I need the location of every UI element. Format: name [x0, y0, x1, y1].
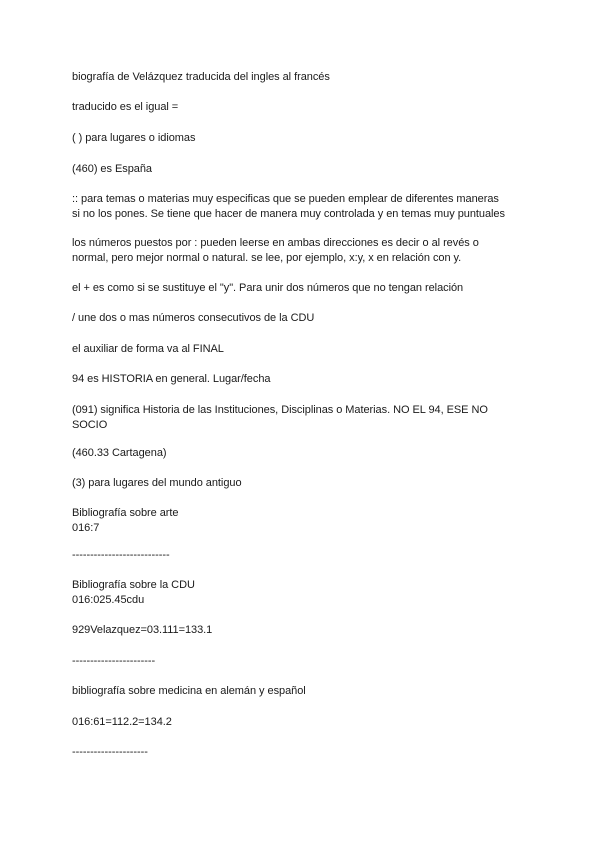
- text-line: (091) significa Historia de las Instituciones, Disciplinas o Materias. NO EL 94, ESE NO: [72, 404, 488, 416]
- separator-line: [72, 654, 542, 669]
- text-line: ---------------------------: [72, 549, 170, 561]
- paragraph-barra: [72, 311, 542, 326]
- text-line: (460) es España: [72, 163, 152, 175]
- paragraph-doble-dos-puntos: [72, 192, 542, 222]
- separator-line: [72, 745, 542, 760]
- paragraph-signo-mas: [72, 281, 542, 296]
- paragraph-091: [72, 403, 542, 433]
- paragraph-velazquez-code: [72, 623, 542, 638]
- paragraph-mundo-antiguo: [72, 476, 542, 491]
- text-line: normal, pero mejor normal o natural. se lee, por ejemplo, x:y, x en relación con y.: [72, 252, 462, 264]
- text-line: el auxiliar de forma va al FINAL: [72, 343, 224, 355]
- paragraph-bibliografia-arte: [72, 506, 542, 536]
- paragraph-medicina-code: [72, 715, 542, 730]
- paragraph-historia: [72, 372, 542, 387]
- text-line: Bibliografía sobre la CDU: [72, 579, 195, 591]
- text-line: SOCIO: [72, 419, 108, 431]
- text-line: 94 es HISTORIA en general. Lugar/fecha: [72, 373, 271, 385]
- text-line: bibliografía sobre medicina en alemán y español: [72, 685, 306, 697]
- paragraph-traducido: [72, 100, 542, 115]
- paragraph-bibliografia-medicina: [72, 684, 542, 699]
- text-line: 016:025.45cdu: [72, 594, 145, 606]
- text-line: :: para temas o materias muy especificas que se pueden emplear de diferentes maneras: [72, 193, 499, 205]
- text-line: (460.33 Cartagena): [72, 447, 167, 459]
- text-line: los números puestos por : pueden leerse en ambas direcciones es decir o al revés o: [72, 237, 479, 249]
- text-line: -----------------------: [72, 655, 156, 667]
- paragraph-auxiliar-forma: [72, 342, 542, 357]
- text-line: si no los pones. Se tiene que hacer de manera muy controlada y en temas muy puntuales: [72, 208, 505, 220]
- text-line: traducido es el igual =: [72, 101, 179, 113]
- text-line: 929Velazquez=03.111=133.1: [72, 624, 213, 636]
- text-line: biografía de Velázquez traducida del ingles al francés: [72, 71, 330, 83]
- text-line: 016:7: [72, 522, 100, 534]
- text-line: / une dos o mas números consecutivos de la CDU: [72, 312, 315, 324]
- paragraph-biografia-title: [72, 70, 542, 85]
- text-line: 016:61=112.2=134.2: [72, 716, 172, 728]
- text-line: Bibliografía sobre arte: [72, 507, 179, 519]
- text-line: el + es como si se sustituye el "y". Para unir dos números que no tengan relación: [72, 282, 464, 294]
- text-line: ---------------------: [72, 746, 148, 758]
- paragraph-parentesis: [72, 131, 542, 146]
- separator-line: [72, 548, 542, 563]
- paragraph-cartagena: [72, 446, 542, 461]
- paragraph-bibliografia-cdu: [72, 578, 542, 608]
- text-line: (3) para lugares del mundo antiguo: [72, 477, 242, 489]
- paragraph-dos-puntos: [72, 236, 542, 266]
- paragraph-espana: [72, 162, 542, 177]
- text-line: ( ) para lugares o idiomas: [72, 132, 196, 144]
